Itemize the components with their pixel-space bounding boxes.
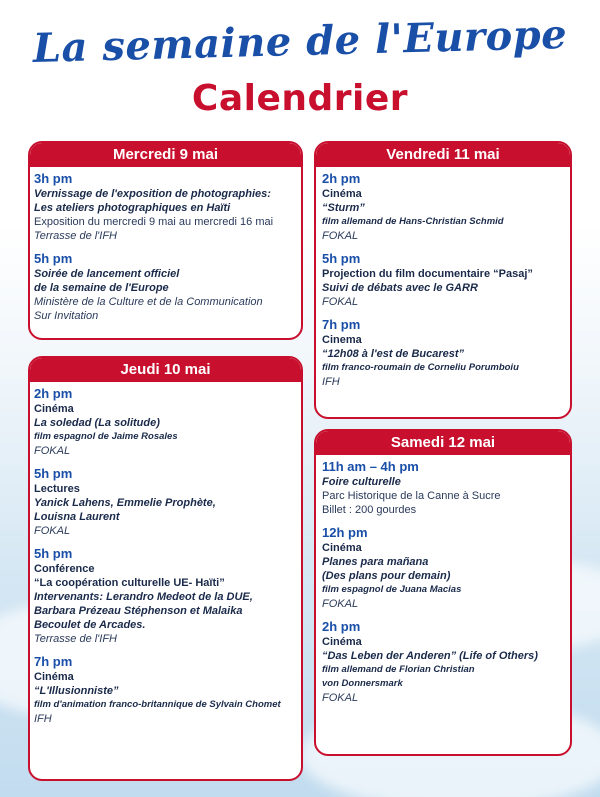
day-header: Mercredi 9 mai xyxy=(30,143,301,167)
event-line: Billet : 200 gourdes xyxy=(322,504,417,516)
event-line: Lectures xyxy=(34,483,80,495)
event-line: Cinéma xyxy=(34,403,74,415)
event-line: film espagnol de Jaime Rosales xyxy=(34,431,178,442)
event-item xyxy=(34,171,301,243)
day-events xyxy=(316,167,570,389)
event-time: 5h pm xyxy=(34,466,73,481)
event-line: Projection du film documentaire “Pasaj” xyxy=(322,268,533,280)
event-line: film d'animation franco-britannique de Sylvain Chomet xyxy=(34,699,281,710)
event-line: “L'Illusionniste” xyxy=(34,685,119,697)
event-line: IFH xyxy=(34,713,52,725)
event-line: “Das Leben der Anderen” (Life of Others) xyxy=(322,650,538,662)
event-line: Terrasse de l'IFH xyxy=(34,230,117,242)
event-item xyxy=(34,546,301,646)
event-item xyxy=(34,466,301,538)
event-line: Planes para mañana xyxy=(322,556,429,568)
event-line: Suivi de débats avec le GARR xyxy=(322,282,478,294)
event-line: “La coopération culturelle UE- Haïti” xyxy=(34,577,225,589)
event-line: Parc Historique de la Canne à Sucre xyxy=(322,490,501,502)
event-time: 2h pm xyxy=(34,386,73,401)
event-line: “12h08 à l'est de Bucarest” xyxy=(322,348,465,360)
event-line: Barbara Prézeau Stéphenson et Malaika xyxy=(34,605,243,617)
event-line: Ministère de la Culture et de la Communication xyxy=(34,296,263,308)
day-card-samedi xyxy=(314,429,572,756)
day-header: Vendredi 11 mai xyxy=(316,143,570,167)
event-item xyxy=(34,386,301,458)
event-line: Les ateliers photographiques en Haïti xyxy=(34,202,231,214)
event-time: 3h pm xyxy=(34,171,73,186)
event-line: Conférence xyxy=(34,563,95,575)
event-line: Terrasse de l'IFH xyxy=(34,633,117,645)
event-item xyxy=(322,317,570,389)
event-line: FOKAL xyxy=(322,692,359,704)
day-header: Jeudi 10 mai xyxy=(30,358,301,382)
event-item xyxy=(322,619,570,705)
event-item xyxy=(322,251,570,309)
day-header: Samedi 12 mai xyxy=(316,431,570,455)
event-line: FOKAL xyxy=(34,525,71,537)
event-item xyxy=(322,525,570,611)
event-line: La soledad (La solitude) xyxy=(34,417,160,429)
event-line: film allemand de Hans-Christian Schmid xyxy=(322,216,504,227)
event-item xyxy=(322,171,570,243)
event-line: film allemand de Florian Christian xyxy=(322,664,475,675)
main-title: La semaine de l'Europe xyxy=(32,11,568,72)
day-card-mercredi xyxy=(28,141,303,340)
event-time: 7h pm xyxy=(322,317,361,332)
event-item xyxy=(34,251,301,323)
event-line: Sur Invitation xyxy=(34,310,99,322)
day-events xyxy=(30,382,301,726)
event-line: Foire culturelle xyxy=(322,476,401,488)
event-line: FOKAL xyxy=(322,598,359,610)
event-line: Soirée de lancement officiel xyxy=(34,268,180,280)
event-line: FOKAL xyxy=(322,230,359,242)
event-time: 5h pm xyxy=(34,251,73,266)
day-events xyxy=(30,167,301,323)
event-line: Cinéma xyxy=(34,671,74,683)
event-time: 7h pm xyxy=(34,654,73,669)
event-line: Cinéma xyxy=(322,636,362,648)
day-events xyxy=(316,455,570,705)
event-line: Exposition du mercredi 9 mai au mercredi 16 mai xyxy=(34,216,274,228)
event-line: Louisna Laurent xyxy=(34,511,120,523)
event-time: 2h pm xyxy=(322,171,361,186)
event-line: von Donnersmark xyxy=(322,678,403,689)
event-line: IFH xyxy=(322,376,340,388)
event-line: Intervenants: Lerandro Medeot de la DUE, xyxy=(34,591,253,603)
event-line: (Des plans pour demain) xyxy=(322,570,451,582)
day-card-jeudi xyxy=(28,356,303,781)
event-line: Cinéma xyxy=(322,188,362,200)
event-time: 2h pm xyxy=(322,619,361,634)
event-line: “Sturm” xyxy=(322,202,365,214)
event-time: 12h pm xyxy=(322,525,368,540)
event-line: film espagnol de Juana Macias xyxy=(322,584,462,595)
event-item xyxy=(34,654,301,726)
event-item xyxy=(322,459,570,517)
event-line: film franco-roumain de Corneliu Porumboiu xyxy=(322,362,519,373)
event-line: Yanick Lahens, Emmelie Prophète, xyxy=(34,497,216,509)
event-line: Vernissage de l'exposition de photographies: xyxy=(34,188,271,200)
event-line: FOKAL xyxy=(322,296,359,308)
day-card-vendredi xyxy=(314,141,572,419)
page-subtitle: Calendrier xyxy=(191,78,409,119)
event-line: Cinéma xyxy=(322,542,362,554)
event-line: FOKAL xyxy=(34,445,71,457)
event-line: Cinema xyxy=(322,334,362,346)
event-time: 5h pm xyxy=(322,251,361,266)
event-line: Becoulet de Arcades. xyxy=(34,619,146,631)
event-line: de la semaine de l'Europe xyxy=(34,282,169,294)
event-time: 5h pm xyxy=(34,546,73,561)
event-time: 11h am – 4h pm xyxy=(322,459,419,474)
